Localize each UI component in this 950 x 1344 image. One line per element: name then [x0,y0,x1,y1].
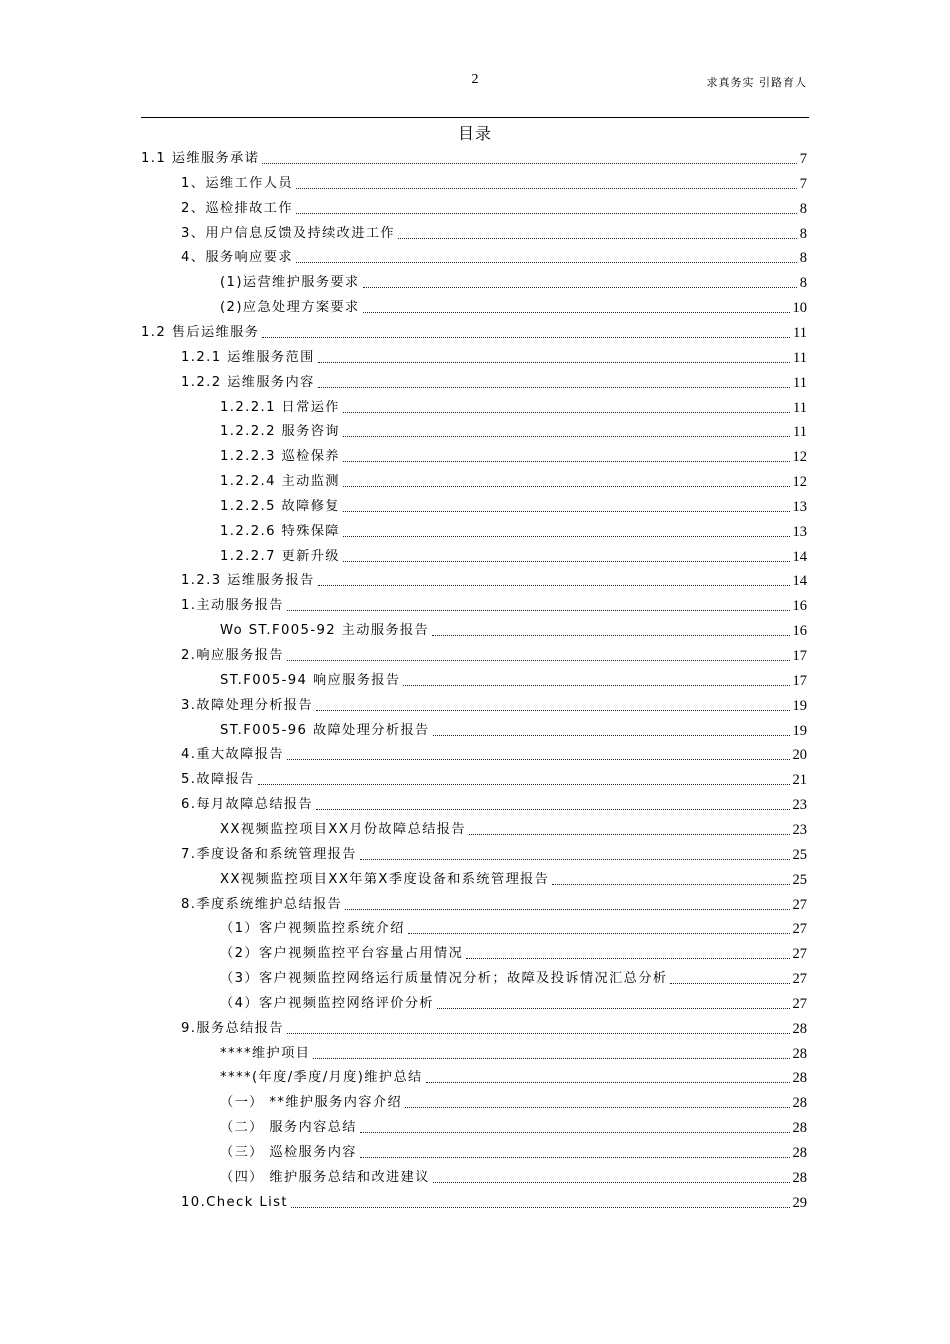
toc-entry[interactable] [181,1016,807,1038]
toc-entry[interactable] [220,966,807,988]
toc-entry-page: 10 [792,300,807,317]
toc-dot-leader [343,435,790,437]
toc-entry-page: 28 [792,1145,807,1161]
toc-entry[interactable] [220,867,807,889]
toc-entry-page: 12 [792,449,807,466]
toc-entry-page: 17 [792,672,807,689]
toc-entry[interactable] [181,196,807,218]
toc-entry-label: 1.2.2.3 巡检保养 [220,449,340,465]
toc-dot-leader [670,982,789,984]
toc-entry[interactable] [220,668,807,690]
toc-entry-label: 4.重大故障报告 [181,747,284,763]
toc-entry[interactable] [181,221,807,243]
toc-entry-page: 11 [793,424,807,441]
toc-dot-leader [262,162,796,164]
toc-dot-leader [343,535,790,537]
toc-entry[interactable] [181,767,807,789]
toc-dot-leader [433,734,790,736]
toc-dot-leader [343,485,790,487]
toc-entry-page: 17 [792,648,807,664]
toc-entry-label: 1.2 售后运维服务 [141,324,260,340]
toc-entry-label: 1.2.2.2 服务咨询 [220,424,340,440]
toc-entry-page: 11 [793,399,807,416]
toc-entry[interactable] [141,146,807,168]
toc-entry-label: 3、用户信息反馈及持续改进工作 [181,225,396,241]
toc-dot-leader [296,212,797,214]
toc-entry-label: 1、运维工作人员 [181,175,293,191]
toc-entry-label: 4、服务响应要求 [181,250,293,266]
toc-entry-label: 1.2.1 运维服务范围 [181,349,315,365]
toc-dot-leader [287,659,790,661]
toc-entry[interactable] [220,444,807,466]
toc-entry[interactable] [220,469,807,491]
toc-entry-page: 11 [793,349,807,366]
toc-entry-label: 1.2.2.4 主动监测 [220,474,340,490]
toc-entry-label: 2、巡检排故工作 [181,200,293,216]
toc-dot-leader [469,833,790,835]
toc-dot-leader [258,783,790,785]
toc-entry-page: 21 [792,772,807,789]
toc-entry[interactable] [181,568,807,590]
toc-dot-leader [287,609,790,611]
toc-entry[interactable] [220,270,807,292]
toc-entry[interactable] [181,742,807,764]
toc-entry-page: 14 [792,573,807,590]
toc-entry-page: 16 [792,598,807,615]
toc-entry-page: 28 [792,1169,807,1186]
toc-entry[interactable] [220,544,807,566]
toc-dot-leader [343,510,790,512]
toc-entry-label: （1）客户视频监控系统介绍 [220,921,405,937]
toc-entry-label: 1.2.2 运维服务内容 [181,374,315,390]
toc-dot-leader [432,634,789,636]
toc-dot-leader [343,460,790,462]
toc-dot-leader [262,336,790,338]
toc-entry-label: 10.Check List [181,1194,288,1210]
toc-entry-page: 8 [799,200,807,217]
toc-entry-label: 1.1 运维服务承诺 [141,151,260,166]
toc-entry[interactable] [141,320,807,342]
toc-entry-label: 6.每月故障总结报告 [181,797,314,813]
toc-entry[interactable] [220,618,807,640]
toc-entry[interactable] [181,171,807,193]
toc-entry-label: (1)运营维护服务要求 [220,275,360,291]
toc-entry-page: 12 [792,474,807,491]
toc-entry-page: 27 [792,995,807,1012]
toc-entry[interactable] [220,1165,807,1187]
toc-entry-page: 28 [792,1020,807,1037]
toc-dot-leader [287,758,790,760]
toc-entry[interactable] [220,817,807,839]
toc-entry-label: 8.季度系统维护总结报告 [181,896,343,912]
toc-title: 目录 [457,124,492,143]
toc-entry[interactable] [220,941,807,963]
toc-entry-page: 28 [792,1045,807,1062]
toc-entry[interactable] [181,345,807,367]
toc-entry[interactable] [181,370,807,392]
toc-entry[interactable] [220,519,807,541]
toc-dot-leader [343,560,790,562]
toc-entry-page: 11 [793,324,807,341]
toc-entry-page: 11 [793,374,807,391]
toc-entry[interactable] [220,916,807,938]
toc-entry-page: 8 [799,275,807,292]
toc-entry-label: 2.响应服务报告 [181,648,284,663]
toc-entry-label: XX视频监控项目XX月份故障总结报告 [220,821,466,837]
toc-entry-page: 28 [792,1070,807,1087]
toc-dot-leader [398,237,797,239]
toc-entry[interactable] [181,842,807,864]
toc-entry-page: 13 [792,498,807,515]
toc-entry-label: ST.F005-94 响应服务报告 [220,672,401,688]
toc-entry[interactable] [220,494,807,516]
toc-entry-page: 8 [799,225,807,242]
toc-dot-leader [296,187,797,189]
toc-dot-leader [408,932,790,934]
toc-dot-leader [363,311,790,313]
toc-dot-leader [363,286,797,288]
toc-entry-label: （一） **维护服务内容介绍 [220,1095,403,1111]
toc-entry[interactable] [220,1140,807,1162]
toc-entry[interactable] [220,1115,807,1137]
toc-entry-page: 29 [792,1194,807,1211]
toc-entry-page: 27 [792,946,807,963]
toc-entry-label: Wo ST.F005-92 主动服务报告 [220,623,430,639]
toc-dot-leader [405,1106,789,1108]
toc-entry-page: 28 [792,1095,807,1112]
page-number: 2 [471,72,479,87]
toc-dot-leader [318,584,790,586]
toc-entry-label: XX视频监控项目XX年第X季度设备和系统管理报告 [220,871,550,887]
toc-entry[interactable] [181,245,807,267]
toc-entry-label: （三） 巡检服务内容 [220,1145,357,1160]
toc-dot-leader [316,808,789,810]
toc-entry-label: 1.2.2.1 日常运作 [220,399,340,415]
toc-entry[interactable] [220,718,807,740]
toc-entry[interactable] [181,693,807,715]
toc-entry-label: （3）客户视频监控网络运行质量情况分析；故障及投诉情况汇总分析 [220,971,668,987]
toc-dot-leader [552,883,789,885]
toc-entry-label: 5.故障报告 [181,772,255,788]
toc-dot-leader [318,361,790,363]
toc-dot-leader [426,1081,790,1083]
toc-dot-leader [360,858,790,860]
toc-entry-page: 27 [792,896,807,913]
toc-entry[interactable] [181,792,807,814]
toc-dot-leader [433,1181,790,1183]
toc-entry[interactable] [220,295,807,317]
toc-entry[interactable] [220,1041,807,1063]
toc-entry-page: 23 [792,821,807,838]
toc-entry-label: （4）客户视频监控网络评价分析 [220,995,435,1011]
toc-entry[interactable] [181,1190,807,1212]
toc-entry-page: 25 [792,871,807,888]
toc-dot-leader [287,1032,790,1034]
toc-entry-label: 1.2.2.5 故障修复 [220,498,340,514]
toc-entry-label: ****(年度/季度/月度)维护总结 [220,1070,423,1086]
toc-entry-label: 3.故障处理分析报告 [181,697,314,713]
toc-entry[interactable] [181,643,807,665]
toc-dot-leader [403,684,789,686]
toc-entry-page: 19 [792,697,807,714]
toc-entry-page: 8 [799,250,807,267]
toc-entry[interactable] [220,1090,807,1112]
toc-entry[interactable] [220,419,807,441]
toc-entry-label: ST.F005-96 故障处理分析报告 [220,722,430,738]
header-motto: 求真务实 引路育人 [706,76,807,89]
toc-entry-label: 1.2.2.7 更新升级 [220,548,340,564]
toc-entry-label: 9.服务总结报告 [181,1020,284,1036]
toc-entry-page: 19 [792,722,807,739]
toc-entry-label: (2)应急处理方案要求 [220,300,360,316]
toc-dot-leader [360,1131,790,1133]
toc-entry-page: 28 [792,1120,807,1137]
toc-entry-page: 25 [792,846,807,863]
toc-dot-leader [313,1057,789,1059]
toc-entry[interactable] [220,991,807,1013]
header-rule [141,117,809,118]
toc-entry-label: （四） 维护服务总结和改进建议 [220,1169,430,1185]
toc-entry-page: 27 [792,971,807,988]
toc-entry-label: （2）客户视频监控平台容量占用情况 [220,946,464,962]
toc-dot-leader [343,411,790,413]
toc-entry-label: 7.季度设备和系统管理报告 [181,846,357,862]
toc-dot-leader [437,1007,789,1009]
toc-entry-page: 16 [792,623,807,640]
toc-entry-label: 1.2.2.6 特殊保障 [220,523,340,539]
toc-entry-label: ****维护项目 [220,1045,311,1061]
toc-entry-page: 23 [792,797,807,814]
toc-dot-leader [466,957,789,959]
toc-entry[interactable] [181,892,807,914]
toc-entry-label: 1.2.3 运维服务报告 [181,573,315,589]
toc-entry-label: （二） 服务内容总结 [220,1120,357,1136]
toc-dot-leader [316,709,789,711]
toc-entry-label: 1.主动服务报告 [181,598,284,614]
toc-dot-leader [318,386,790,388]
toc-entry-page: 20 [792,747,807,764]
toc-dot-leader [296,261,797,263]
toc-dot-leader [291,1206,790,1208]
toc-dot-leader [345,908,789,910]
toc-dot-leader [360,1156,790,1158]
toc-entry[interactable] [220,395,807,417]
toc-entry-page: 14 [792,548,807,565]
toc-entry-page: 27 [792,921,807,938]
toc-entry-page: 7 [799,151,807,167]
toc-entry-page: 13 [792,523,807,540]
toc-entry[interactable] [181,593,807,615]
toc-entry-page: 7 [799,175,807,192]
toc-entry[interactable] [220,1065,807,1087]
